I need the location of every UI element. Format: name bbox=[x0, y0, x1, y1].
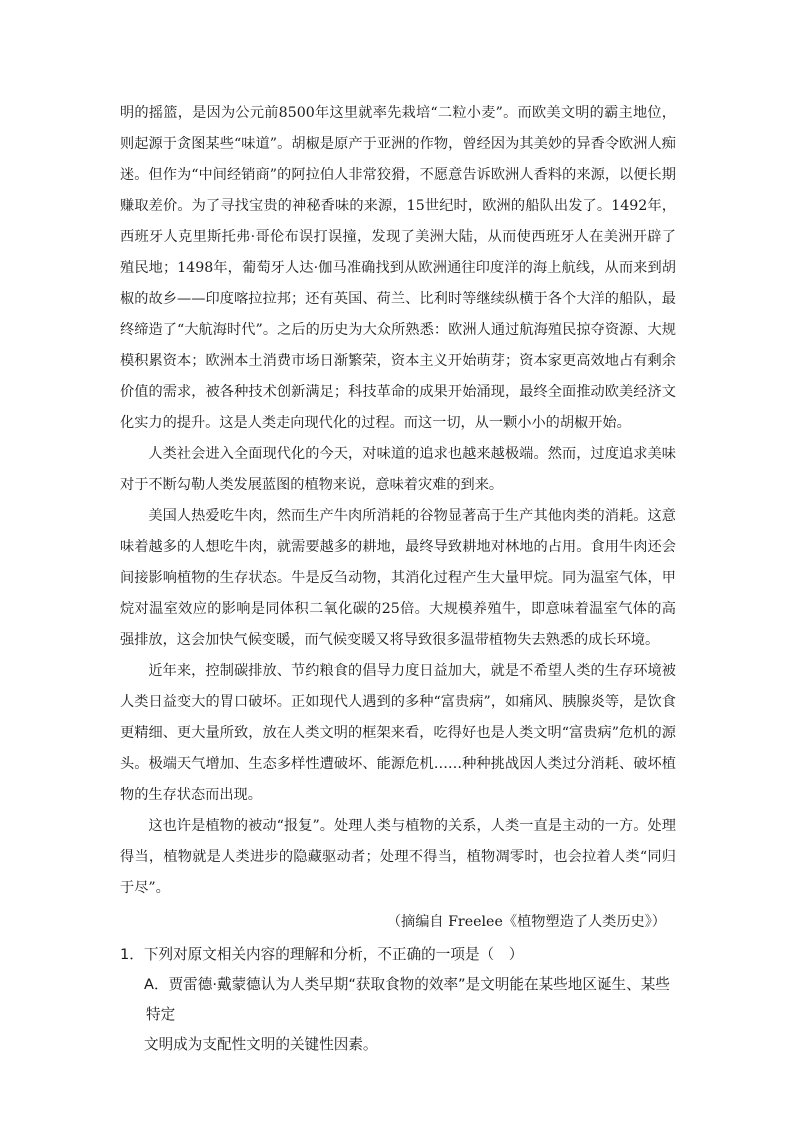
article-paragraph-2: 人类社会进入全面现代化的今天，对味道的追求也越来越极端。然而，过度追求美味对于不断勾勒人类发展蓝图的植物来说，意味着灾难的到来。 bbox=[120, 446, 676, 493]
article-paragraph-1: 明的摇篮，是因为公元前8500年这里就率先栽培“二粒小麦”。而欧美文明的霸主地位，则起源于贪图某些“味道”。胡椒是原产于亚洲的作物，曾经因为其美妙的异香令欧洲人痴迷。但作为“中间经销商”的阿拉伯人非常狡猾，不愿意告诉欧洲人香料的来源，以便长期赚取差价。为了寻找宝贵的神秘香味的来源，15世纪时，欧洲的船队出发了。1492年，西班牙人克里斯托弗·哥伦布误打误撞，发现了美洲大陆，从而使西班牙人在美洲开辟了殖民地；1498年，葡萄牙人达·伽马准确找到从欧洲通往印度洋的海上航线，从而来到胡椒的故乡——印度喀拉拉邦；还有英国、荷兰、比利时等继续纵横于各个大洋的船队，最终缔造了“大航海时代”。之后的历史为大众所熟悉：欧洲人通过航海殖民掠夺资源、大规模积累资本；欧洲本土消费市场日渐繁荣，资本主义开始萌芽；资本家更高效地占有剩余价值的需求，被各种技术创新满足；科技革命的成果开始涌现，最终全面推动欧美经济文化实力的提升。这是人类走向现代化的过程。而这一切，从一颗小小的胡椒开始。 bbox=[120, 105, 676, 431]
article-paragraph-3: 美国人热爱吃牛肉，然而生产牛肉所消耗的谷物显著高于生产其他肉类的消耗。这意味着越多的人想吃牛肉，就需要越多的耕地，最终导致耕地对林地的占用。食用牛肉还会间接影响植物的生存状态。牛是反刍动物，其消化过程产生大量甲烷。同为温室气体，甲烷对温室效应的影响是同体积二氧化碳的25倍。大规模养殖牛，即意味着温室气体的高强排放，这会加快气候变暖，而气候变暖又将导致很多温带植物失去熟悉的成长环境。 bbox=[120, 508, 676, 648]
article-source: （摘编自 Freelee《植物塑造了人类历史》） bbox=[386, 914, 666, 930]
option-a-continued: 文明成为支配性文明的关键性因素。 bbox=[144, 1036, 378, 1053]
article-body bbox=[120, 98, 676, 904]
question-stem: 1．下列对原文相关内容的理解和分析，不正确的一项是（ ） bbox=[120, 946, 524, 963]
article-paragraph-5: 这也许是植物的被动“报复”。处理人类与植物的关系，人类一直是主动的一方。处理得当，植物就是人类进步的隐藏驱动者；处理不得当，植物凋零时，也会拉着人类“同归于尽”。 bbox=[120, 818, 676, 896]
question-1 bbox=[120, 940, 676, 1060]
option-a: A．贾雷德·戴蒙德认为人类早期“获取食物的效率”是文明能在某些地区诞生、某些特定 bbox=[144, 976, 670, 1023]
article-paragraph-4: 近年来，控制碳排放、节约粮食的倡导力度日益加大，就是不希望人类的生存环境被人类日益变大的胃口破坏。正如现代人遇到的多种“富贵病”，如痛风、胰腺炎等，是饮食更精细、更大量所致，放在人类文明的框架来看，吃得好也是人类文明“富贵病”危机的源头。极端天气增加、生态多样性遭破坏、能源危机……种种挑战因人类过分消耗、破坏植物的生存状态而出现。 bbox=[120, 663, 676, 803]
